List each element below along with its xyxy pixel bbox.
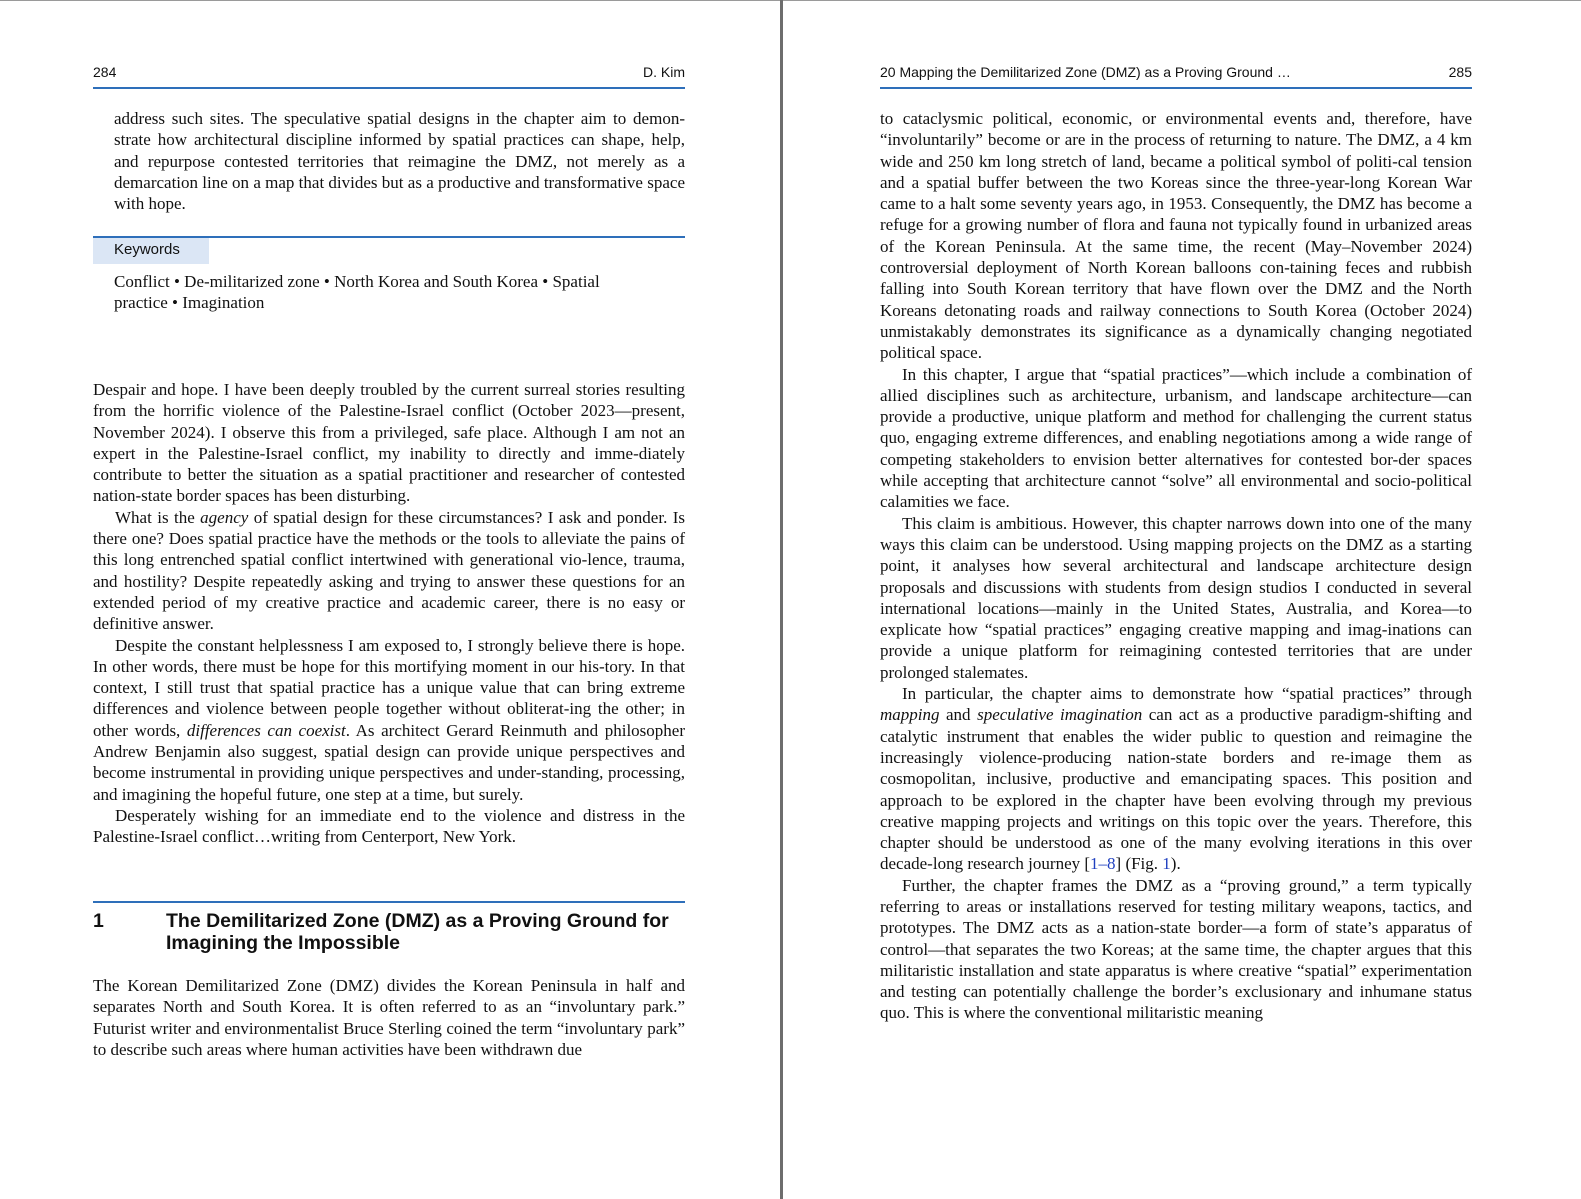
section-number: 1 bbox=[93, 910, 104, 932]
right-body-text bbox=[880, 108, 1472, 1024]
left-page bbox=[93, 0, 685, 1199]
figure-link-1[interactable]: 1 bbox=[1162, 854, 1171, 874]
book-spine bbox=[780, 0, 783, 1199]
right-paragraph-1: to cataclysmic political, economic, or environmental events and, therefore, have “involuntarily” become or are in the process of returning to nature. The DMZ, a 4 km wide and 250 km long stretch of land, became a political symbol of politi-cal tension and a spatial buffer between the two Koreas since the three-year-long Korean War came to a halt some seventy years ago, in 1953. Consequently, the DMZ has become a refuge for a growing number of flora and fauna not typically found in urbanized areas of the Korean Peninsula. At the same time, the recent (May–November 2024) controversial deployment of North Korean balloons con-taining feces and rubbish falling into South Korean territory that have flown over the DMZ and the North Koreans detonating roads and railway connections to South Korea (October 2024) unmistakably demonstrates its significance as a dynamically changing negotiated political space. bbox=[880, 109, 1472, 363]
citation-link-8[interactable]: 8 bbox=[1107, 854, 1116, 874]
section-title: The Demilitarized Zone (DMZ) as a Proving Ground for Imagining the Impossible bbox=[166, 910, 669, 954]
right-page bbox=[880, 0, 1472, 1199]
section-paragraph-1: The Korean Demilitarized Zone (DMZ) divides the Korean Peninsula in half and separates North and South Korea. It is often referred to as an “involuntary park.” Futurist writer and environmentalist Bruce Sterling coined the term “involuntary park” to describe such areas where human activities have been withdrawn due bbox=[93, 976, 685, 1059]
citation-link-1[interactable]: 1 bbox=[1090, 854, 1099, 874]
page-number-right: 285 bbox=[1448, 64, 1472, 80]
running-head-right bbox=[880, 64, 1472, 80]
running-chapter-title: 20 Mapping the Demilitarized Zone (DMZ) as a Proving Ground … bbox=[880, 64, 1291, 80]
running-author: D. Kim bbox=[643, 64, 685, 80]
section-text bbox=[93, 975, 685, 1060]
header-rule-left bbox=[93, 87, 685, 89]
abstract-tail: address such sites. The speculative spatial designs in the chapter aim to demon-strate how architectural discipline informed by spatial practices can shape, help, and repurpose contested territories that reimagine the DMZ, not merely as a demarcation line on a map that divides but as a productive and transformative space with hope. bbox=[114, 109, 685, 214]
preface-paragraph-4: Desperately wishing for an immediate end to the violence and distress in the Palestine-Israel conflict…writing from Centerport, New York. bbox=[93, 805, 685, 847]
keywords-list: Conflict • De-militarized zone • North Korea and South Korea • Spatial practice • Imagination bbox=[114, 272, 600, 313]
header-rule-right bbox=[880, 87, 1472, 89]
right-paragraph-3: This claim is ambitious. However, this chapter narrows down into one of the many ways this claim can be understood. Using mapping projects on the DMZ as a starting point, it analyses how several architectural and landscape architecture design proposals and discussions with students from design studios I conducted in several international locations—mainly in the United States, Australia, and Korea—to explicate how “spatial practices” engaging creative mapping and imag-inations can provide a unique platform for reimagining contested territories that are under prolonged stalemates. bbox=[880, 513, 1472, 682]
preface-paragraph-2: What is the agency of spatial design for these circumstances? I ask and ponder. Is there one? Does spatial practice have the methods or the tools to alleviate the pains of this long entrenched spatial conflict intertwined with generational vio-lence, trauma, and hostility? Despite repeatedly asking and trying to answer these questions for an extended period of my creative practice and academic career, there is no easy or definitive answer. bbox=[93, 507, 686, 634]
preface-paragraph-3: Despite the constant helplessness I am exposed to, I strongly believe there is hope. In other words, there must be hope for this mortifying moment in our his-tory. In that context, I still trust that spatial practice has a unique value that can bring extreme differences and violence between people together without obliterat-ing the other; in other words, differences can coexist. As architect Gerard Reinmuth and philosopher Andrew Benjamin also suggest, spatial design can provide unique perspectives and become instrumental in providing unique perspectives and under-standing, processing, and imagining the hopeful future, one step at a time, but surely. bbox=[93, 635, 685, 804]
right-paragraph-2: In this chapter, I argue that “spatial practices”—which include a combination of allied disciplines such as architecture, urbanism, and landscape architecture—can provide a productive, unique platform and method for challenging the current status quo, engaging extreme differences, and enabling negotiations among a wide range of competing stakeholders to envision better alternatives for contested bor-der spaces while accepting that architecture cannot “solve” all environmental and socio-political calamities we face. bbox=[880, 364, 1472, 512]
preface-text bbox=[93, 379, 685, 848]
keywords-label: Keywords bbox=[93, 238, 209, 264]
right-paragraph-4: In particular, the chapter aims to demonstrate how “spatial practices” through mapping and speculative imagination can act as a productive paradigm-shifting and catalytic instrument that enables the wider public to question and reimagine the increasingly violence-producing nation-state borders and re-image them as cosmopolitan, inclusive, productive and emancipating spaces. This position and approach to be explored in the chapter have been evolving through my previous creative mapping projects and writings on this topic over the years. Therefore, this chapter should be understood as one of the many evolving iterations in this over decade-long research journey [1–8] (Fig. 1). bbox=[880, 684, 1472, 874]
section-rule bbox=[93, 901, 685, 903]
page-number-left: 284 bbox=[93, 64, 117, 80]
section-heading bbox=[93, 910, 685, 954]
running-head-left bbox=[93, 64, 685, 80]
right-paragraph-5: Further, the chapter frames the DMZ as a “proving ground,” a term typically referring to areas or installations reserved for testing military weapons, tactics, and prototypes. The DMZ acts as a nation-state border—a form of state’s apparatus of control—that separates the two Koreas; at the same time, the chapter argues that this militaristic installation and state apparatus is where creative “spatial” experimentation and testing can potentially challenge the border’s exclusionary and inhumane status quo. This is where the conventional militaristic meaning bbox=[880, 875, 1472, 1023]
preface-paragraph-1: Despair and hope. I have been deeply troubled by the current surreal stories resulting from the horrific violence of the Palestine-Israel conflict (October 2023—present, November 2024). I observe this from a privileged, safe place. Although I am not an expert in the Palestine-Israel conflict, my inability to directly and imme-diately contribute to better the situation as a spatial practitioner and researcher of contested nation-state border spaces has been disturbing. bbox=[93, 380, 685, 506]
